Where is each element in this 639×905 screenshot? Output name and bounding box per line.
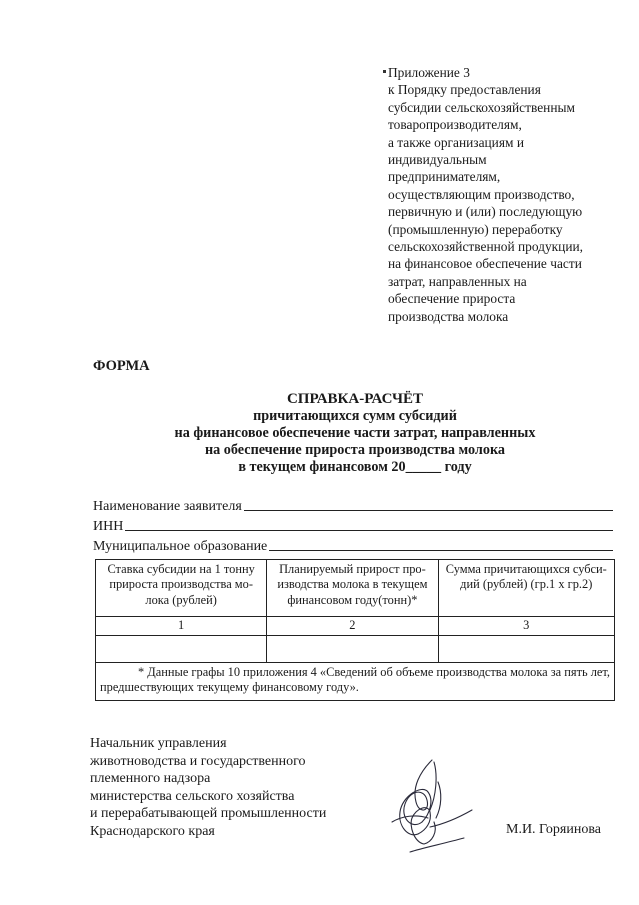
appendix-line: к Порядку предоставления	[388, 82, 541, 98]
table-cell-rate[interactable]	[96, 636, 267, 663]
signer-position-block	[90, 735, 390, 840]
appendix-line: Приложение 3	[388, 65, 470, 80]
appendix-line: (промышленную) переработку	[388, 221, 563, 237]
margin-tick-mark	[383, 70, 386, 73]
column-number: 2	[267, 617, 438, 636]
footnote-text: * Данные графы 10 приложения 4 «Сведений об объеме производства молока за пять лет, предшествующих текущему финансовому году».	[100, 665, 611, 695]
column-number: 3	[438, 617, 614, 636]
table-footnote	[96, 663, 615, 701]
appendix-line: осуществляющим производство,	[388, 186, 575, 202]
inn-field[interactable]	[93, 515, 613, 535]
applicant-fields	[93, 495, 613, 555]
appendix-line: товаропроизводителям,	[388, 117, 522, 133]
table-header-row	[96, 560, 615, 617]
signer-position-line: племенного надзора	[90, 771, 211, 786]
appendix-line: предпринимателям,	[388, 169, 501, 185]
signer-name: М.И. Горяинова	[506, 822, 601, 837]
appendix-line: на финансовое обеспечение части	[388, 256, 582, 272]
document-title: СПРАВКА-РАСЧЁТ	[286, 391, 424, 407]
table-row	[96, 636, 615, 663]
municipality-blank[interactable]	[269, 550, 613, 551]
signer-position-line: Краснодарского края	[90, 823, 215, 839]
appendix-line: субсидии сельскохозяйственным	[388, 99, 575, 115]
table-number-row	[96, 617, 615, 636]
municipality-field[interactable]	[93, 535, 613, 555]
handwritten-signature	[372, 752, 482, 857]
heading-line: причитающихся сумм субсидий	[253, 408, 457, 424]
table-note-row	[96, 663, 615, 701]
document-heading	[95, 391, 615, 476]
column-header-growth: Планируемый прирост про-изводства молока в текущем финансовом году(тонн)*	[267, 560, 438, 617]
appendix-line: первичную и (или) последующую	[388, 204, 583, 220]
signer-position-line: и перерабатывающей промышленности	[90, 806, 327, 821]
signer-position-line: Начальник управления	[90, 736, 227, 751]
applicant-name-blank[interactable]	[244, 510, 613, 511]
heading-line: в текущем финансовом 20_____ году	[238, 459, 472, 475]
appendix-line: индивидуальным	[388, 152, 487, 168]
heading-line: на обеспечение прироста производства молока	[204, 442, 505, 458]
calculation-table	[95, 559, 615, 701]
appendix-block	[388, 64, 628, 325]
heading-line: на финансовое обеспечение части затрат, направленных	[174, 425, 536, 441]
table-cell-amount[interactable]	[438, 636, 614, 663]
signer-position-line: министерства сельского хозяйства	[90, 788, 295, 804]
appendix-line: а также организациям и	[388, 134, 524, 150]
applicant-name-field[interactable]	[93, 495, 613, 515]
municipality-label: Муниципальное образование	[93, 539, 268, 554]
inn-blank[interactable]	[125, 530, 613, 531]
appendix-line: затрат, направленных на	[388, 273, 527, 289]
form-label: ФОРМА	[93, 358, 150, 374]
appendix-line: производства молока	[388, 308, 509, 324]
table-cell-growth[interactable]	[267, 636, 438, 663]
column-number: 1	[96, 617, 267, 636]
appendix-line: обеспечение прироста	[388, 291, 516, 307]
column-header-amount: Сумма причитающихся субси-дий (рублей) (гр.1 х гр.2)	[438, 560, 614, 617]
signer-position-line: животноводства и государственного	[90, 753, 306, 769]
column-header-rate: Ставка субсидии на 1 тонну прироста производства мо-лока (рублей)	[96, 560, 267, 617]
appendix-line: сельскохозяйственной продукции,	[388, 239, 584, 255]
inn-label: ИНН	[93, 519, 124, 534]
applicant-name-label: Наименование заявителя	[93, 499, 242, 514]
